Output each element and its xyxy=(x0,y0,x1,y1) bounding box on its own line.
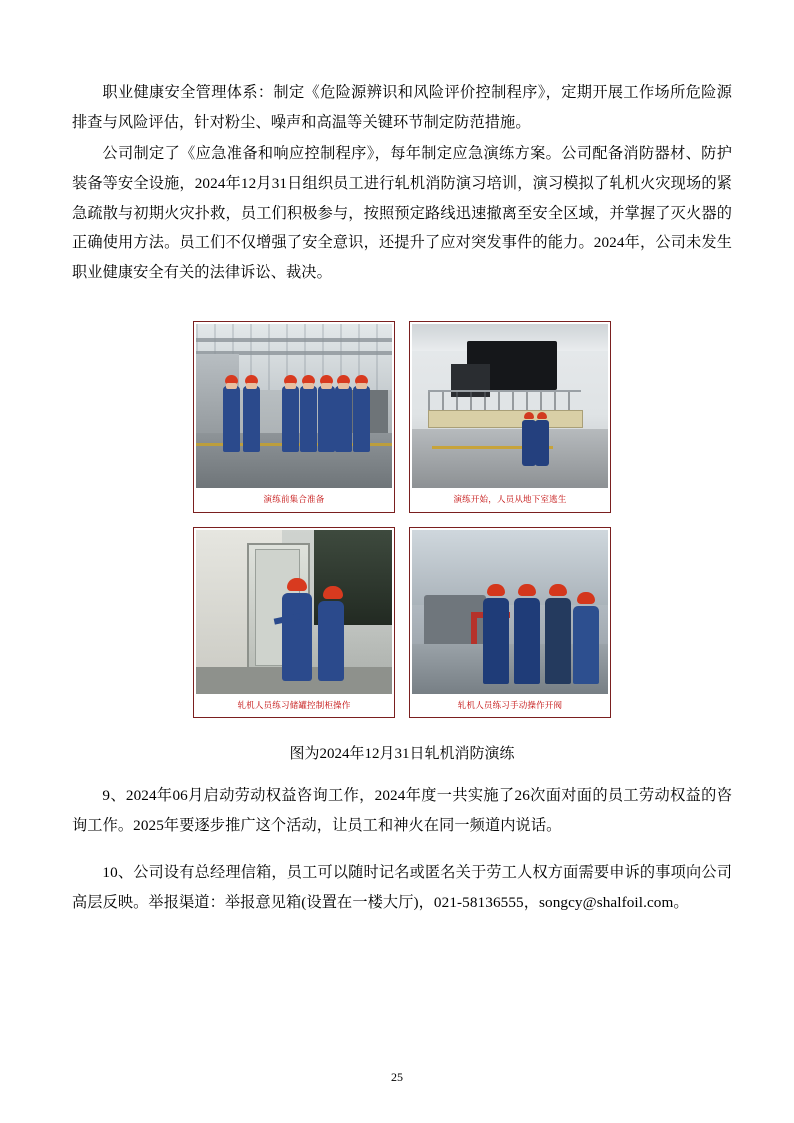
photo-image-drill-start xyxy=(412,324,608,488)
worker-figure xyxy=(318,601,344,681)
following-paragraphs xyxy=(72,781,732,918)
figure-photo-gallery xyxy=(72,321,732,717)
worker-figure xyxy=(335,386,352,452)
worker-figure xyxy=(514,598,540,684)
beam-shape xyxy=(196,338,392,342)
worker-figure xyxy=(223,386,240,452)
worker-figure xyxy=(483,598,509,684)
worker-figure xyxy=(318,386,335,452)
photo-row-top xyxy=(193,321,611,512)
platform-shape xyxy=(428,410,583,428)
page-number: 25 xyxy=(391,1070,403,1084)
photo-caption: 演练前集合准备 xyxy=(263,494,325,505)
worker-figure xyxy=(522,420,536,466)
photo-image-manual-valve xyxy=(412,530,608,694)
paragraph-ohs-system: 职业健康安全管理体系：制定《危险源辨识和风险评价控制程序》，定期开展工作场所危险源排查与风险评估，针对粉尘、噪声和高温等关键环节制定防范措施。 xyxy=(72,84,732,131)
photo-row-bottom xyxy=(193,527,611,718)
worker-figure xyxy=(282,386,299,452)
floor-shape xyxy=(412,429,608,488)
photo-card-control-cabinet xyxy=(193,527,395,718)
photo-image-assembly xyxy=(196,324,392,488)
photo-caption: 演练开始，人员从地下室逃生 xyxy=(453,494,567,505)
photo-caption: 轧机人员练习手动操作开阀 xyxy=(457,699,563,710)
photo-card-manual-valve xyxy=(409,527,611,718)
worker-figure xyxy=(353,386,370,452)
worker-figure xyxy=(535,420,549,466)
worker-figure xyxy=(300,386,317,452)
worker-figure xyxy=(573,606,599,684)
page-content xyxy=(72,78,732,919)
paragraph-emergency-drill: 公司制定了《应急准备和响应控制程序》，每年制定应急演练方案。公司配备消防器材、防护装备等安全设施，2024年12月31日组织员工进行轧机消防演习培训，演习模拟了轧机火灾现场的紧急疏散与初期火灾扑救，员工们积极参与，按照预定路线迅速撤离至安全区域，并掌握了灭火器的正确使用方法。员工们不仅增强了安全意识，还提升了应对突发事件的能力。2024年，公司未发生职业健康安全有关的法律诉讼、裁决。 xyxy=(72,145,732,281)
photo-card-drill-start xyxy=(409,321,611,512)
photo-image-control-cabinet xyxy=(196,530,392,694)
photo-card-assembly xyxy=(193,321,395,512)
figure-title: 图为2024年12月31日轧机消防演练 xyxy=(289,745,515,762)
worker-figure xyxy=(282,593,312,681)
worker-figure xyxy=(243,386,260,452)
photo-caption: 轧机人员练习储罐控制柜操作 xyxy=(237,699,351,710)
worker-figure xyxy=(545,598,571,684)
paragraph-gm-mailbox: 10、公司设有总经理信箱，员工可以随时记名或匿名关于劳工人权方面需要申诉的事项向公司高层反映。举报渠道：举报意见箱(设置在一楼大厅)，021-58136555，songcy@shalfoil.com。 xyxy=(72,864,732,911)
paragraph-labor-rights: 9、2024年06月启动劳动权益咨询工作，2024年度一共实施了26次面对面的员工劳动权益的咨询工作。2025年要逐步推广这个活动，让员工和神火在同一频道内说话。 xyxy=(72,786,732,834)
